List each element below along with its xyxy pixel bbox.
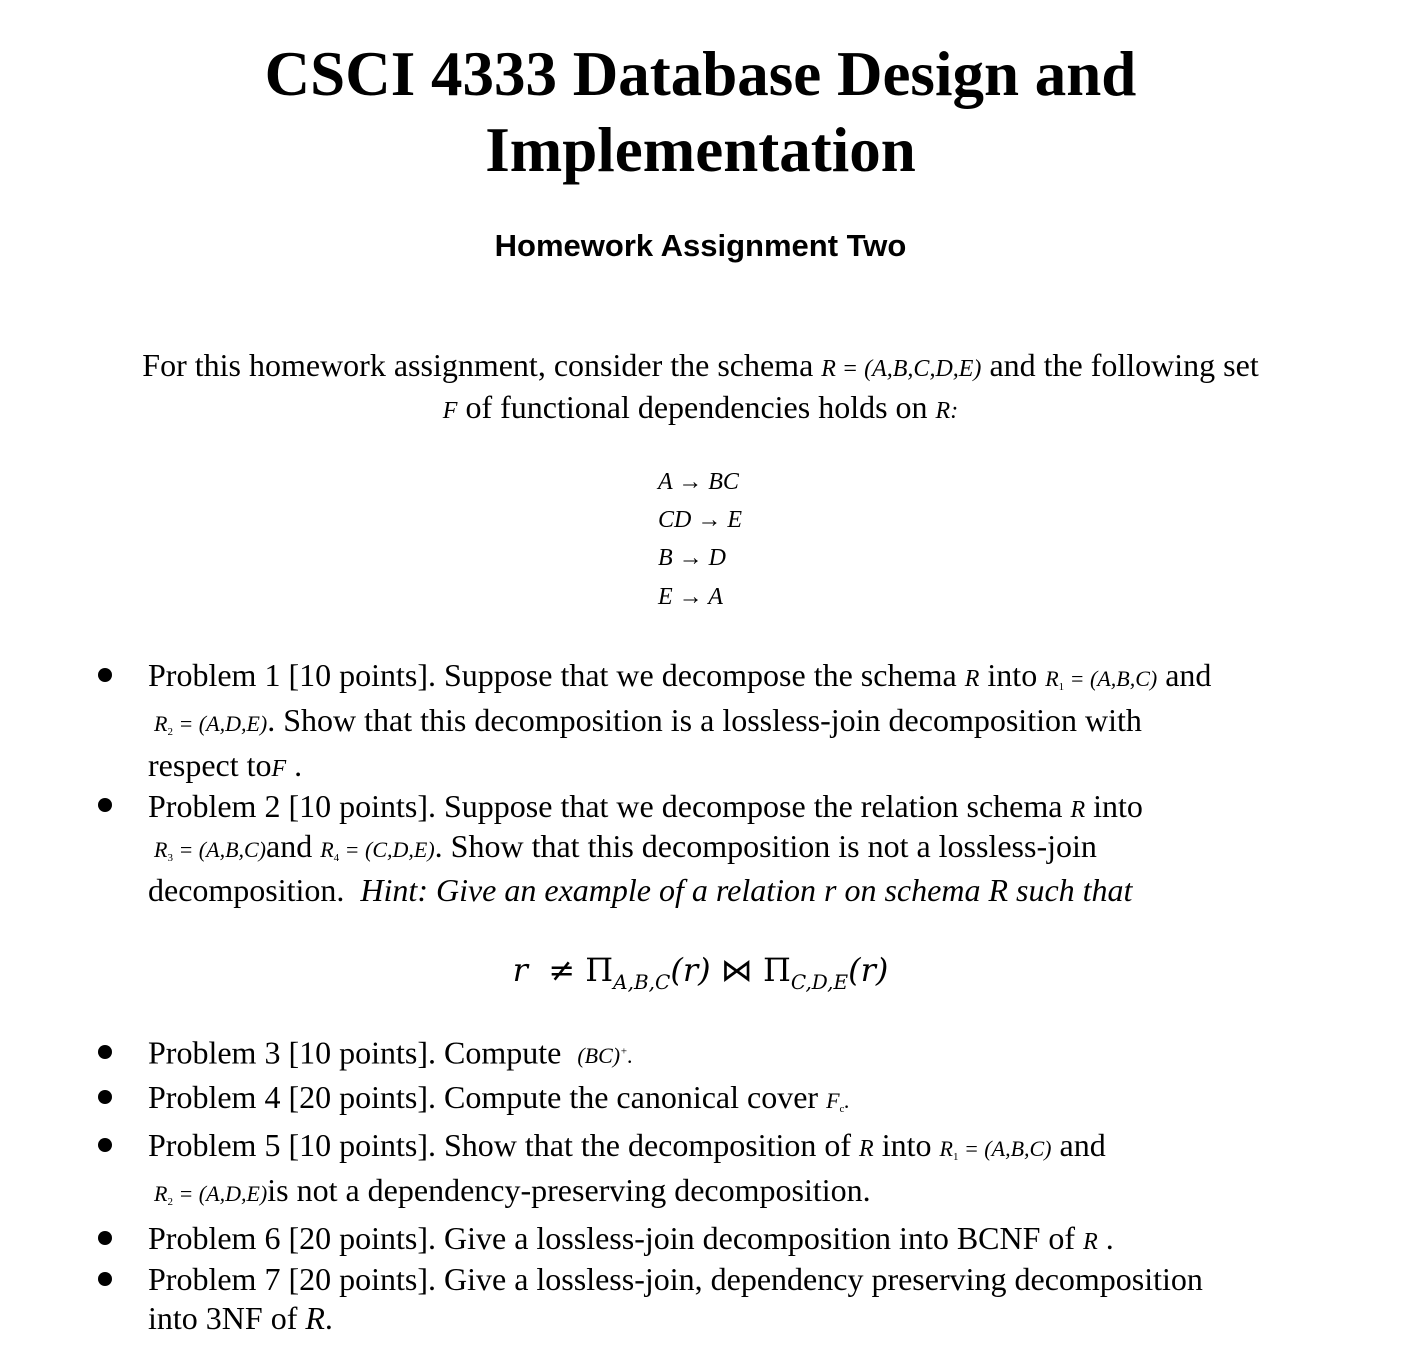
dependency-2: CD → E [658,507,742,533]
dependency-4: E → A [658,584,723,610]
page-title-line2: Implementation [485,115,916,185]
intro-line2: F of functional dependencies holds on R: [442,389,959,425]
bullet-icon [98,1231,112,1245]
page-title-line1: CSCI 4333 Database Design and [264,39,1137,109]
problem-2-line2: $R_3 = (A,B,C)and$ $R_4 = (C,D,E)$. Show that this decomposition is not a lossless-join [154,828,1097,864]
bullet-icon [98,1090,112,1104]
problem-2-line1: Problem 2 [10 points]. Suppose that we decompose the relation schema R into [148,788,1143,824]
subtitle: Homework Assignment Two [494,228,907,263]
problem-7-line2: into 3NF of R. [148,1300,333,1336]
problem-7-line1: Problem 7 [20 points]. Give a lossless-join, dependency preserving decomposition [148,1261,1203,1297]
lossless-equation: $r \ne \Pi_{A,B,C}(r)$ ⋈ $\Pi_{C,D,E}(r)$ [512,951,889,994]
bullet-icon [98,1045,112,1059]
dependency-3: B → D [658,545,726,571]
bullet-icon [98,798,112,812]
schema-math: R = (A,B,C,D,E) [821,356,982,382]
problem-2-line3: decomposition. Hint: Give an example of a relation r on schema R such that [148,872,1133,908]
problem-3: Problem 3 [10 points]. Compute (BC)+. [148,1034,634,1071]
problem-6: Problem 6 [20 points]. Give a lossless-join decomposition into BCNF of R . [148,1220,1114,1256]
bullet-icon [98,1138,112,1152]
problem-1-line2: $R_2 = (A,D,E)$. Show that this decomposition is a lossless-join decomposition with [154,702,1142,738]
problem-5-line1: Problem 5 [10 points]. Show that the decomposition of R into $R_1 = (A,B,C)$ and [148,1127,1106,1163]
problem-4: Problem 4 [20 points]. Compute the canonical cover $F_c$. [148,1079,850,1115]
intro-line1: For this homework assignment, consider the schema R = (A,B,C,D,E) and the following set [142,347,1259,383]
bullet-icon [98,1272,112,1286]
problem-1-line3: respect toF . [148,747,303,783]
problem-1-line1: Problem 1 [10 points]. Suppose that we decompose the schema R into $R_1 = (A,B,C)$ and [148,657,1212,693]
bullet-icon [98,668,112,682]
dependency-1: A → BC [658,469,739,495]
problem-5-line2: $R_2 = (A,D,E)is$ not a dependency-preserving decomposition. [154,1172,871,1208]
